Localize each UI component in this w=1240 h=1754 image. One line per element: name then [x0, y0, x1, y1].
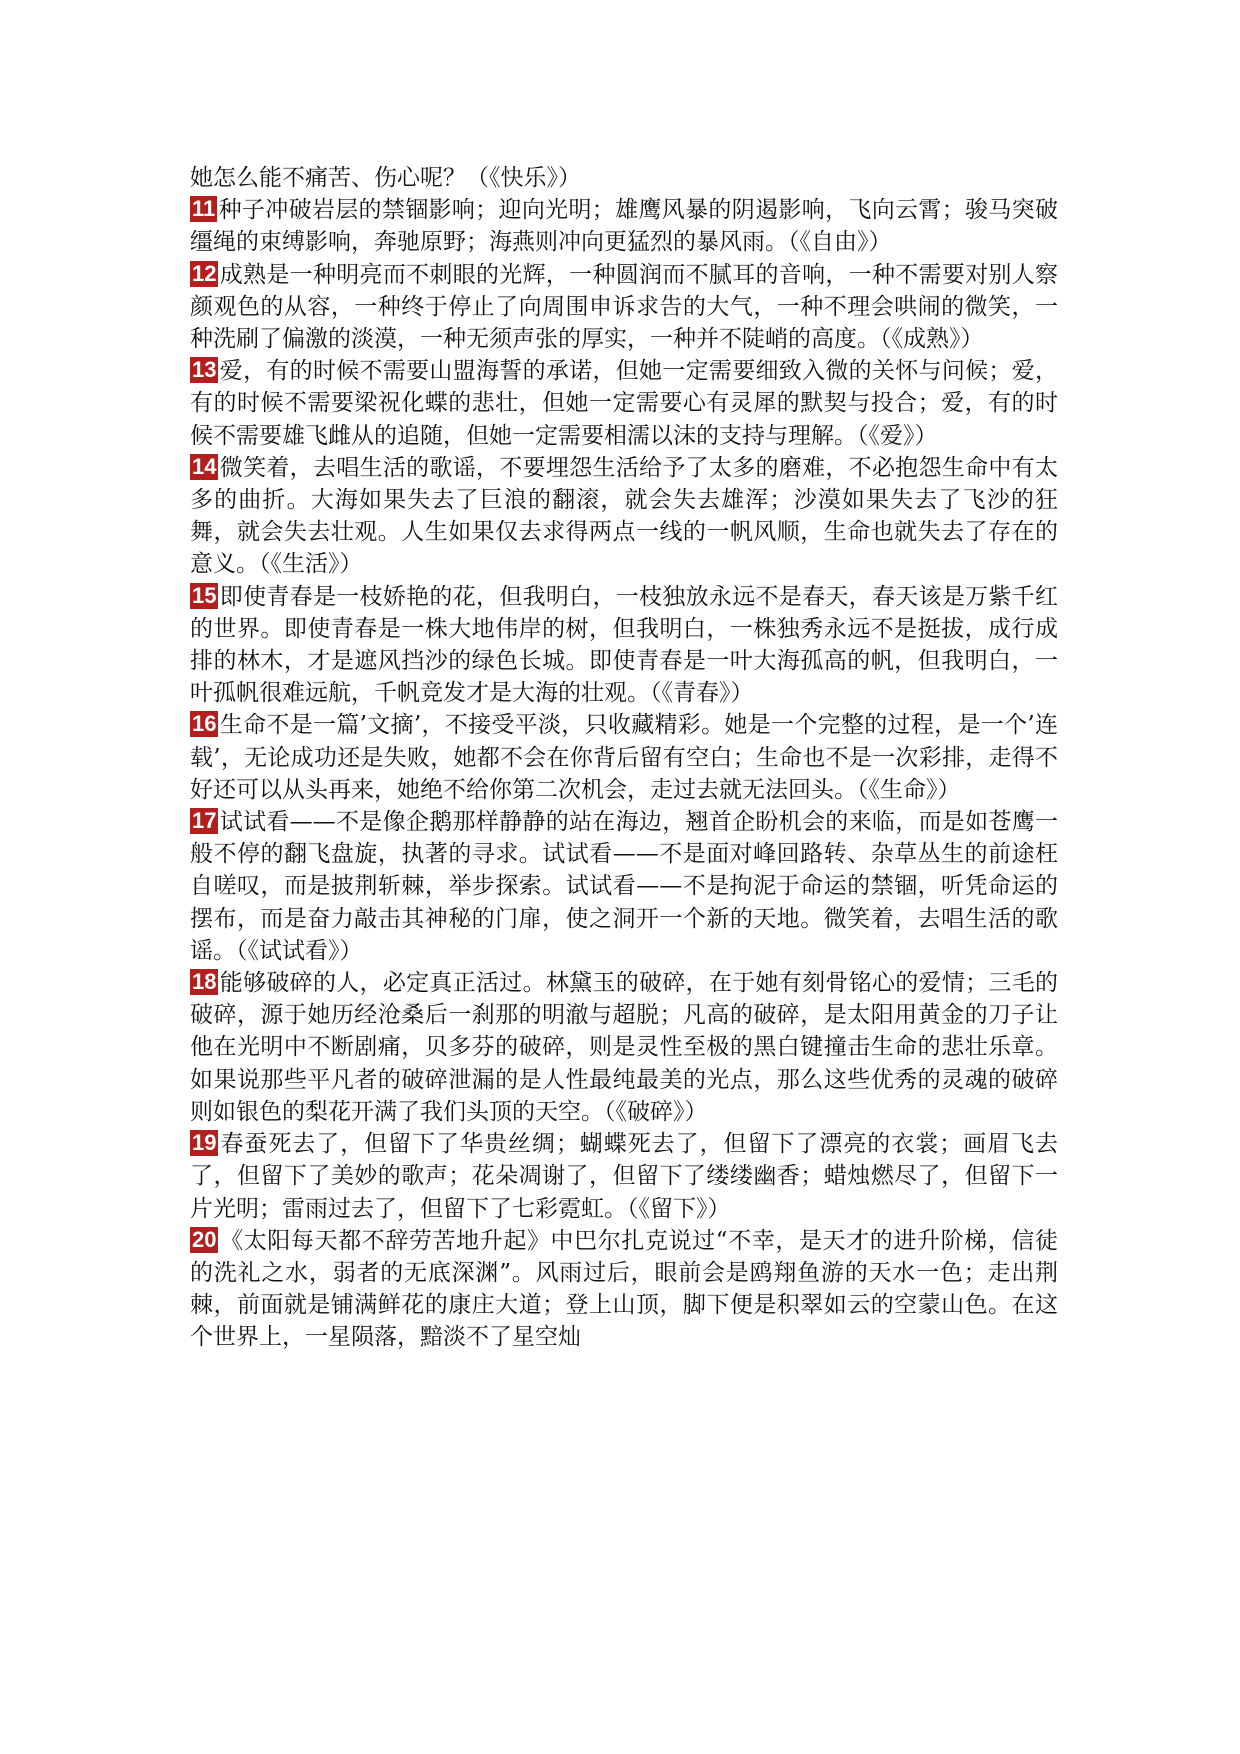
paragraph-text: 能够破碎的人，必定真正活过。林黛玉的破碎，在于她有刻骨铭心的爱情；三毛的破碎，源于她历经沧桑后一刹那的明澈与超脱；凡高的破碎，是太阳用黄金的刀子让他在光明中不断剧痛，贝多芬的破碎，则是灵性至极的黑白键撞击生命的悲壮乐章。如果说那些平凡者的破碎泄漏的是人性最纯最美的光点，那么这些优秀的灵魂的破碎则如银色的梨花开满了我们头顶的天空。（《破碎》） [190, 970, 1058, 1125]
paragraph-11 [190, 194, 1058, 258]
paragraph-17 [190, 806, 1058, 967]
paragraph-13 [190, 355, 1058, 452]
paragraph-text: 微笑着，去唱生活的歌谣，不要埋怨生活给予了太多的磨难，不必抱怨生命中有太多的曲折。大海如果失去了巨浪的翻滚，就会失去雄浑；沙漠如果失去了飞沙的狂舞，就会失去壮观。人生如果仅去求得两点一线的一帆风顺，生命也就失去了存在的意义。（《生活》） [190, 454, 1058, 578]
paragraph-text: 成熟是一种明亮而不刺眼的光辉，一种圆润而不腻耳的音响，一种不需要对别人察颜观色的从容，一种终于停止了向周围申诉求告的大气，一种不理会哄闹的微笑，一种洗刷了偏激的淡漠，一种无须声张的厚实，一种并不陡峭的高度。（《成熟》） [190, 261, 1058, 353]
paragraph-text: 试试看——不是像企鹅那样静静的站在海边，翘首企盼机会的来临，而是如苍鹰一般不停的翻飞盘旋，执著的寻求。试试看——不是面对峰回路转、杂草丛生的前途枉自嗟叹，而是披荆斩棘，举步探索。试试看——不是拘泥于命运的禁锢，听凭命运的摆布，而是奋力敲击其神秘的门扉，使之洞开一个新的天地。微笑着，去唱生活的歌谣。（《试试看》） [190, 809, 1058, 964]
paragraph-text: 即使青春是一枝娇艳的花，但我明白，一枝独放永远不是春天，春天该是万紫千红的世界。即使青春是一株大地伟岸的树，但我明白，一株独秀永远不是挺拔，成行成排的林木，才是遮风挡沙的绿色长城。即使青春是一叶大海孤高的帆，但我明白，一叶孤帆很难远航，千帆竞发才是大海的壮观。（《青春》） [190, 583, 1058, 707]
paragraph-number-badge: 20 [192, 1226, 217, 1252]
paragraph-number-badge: 13 [192, 357, 217, 383]
paragraph-20 [190, 1225, 1058, 1354]
paragraph-text: 生命不是一篇’文摘’，不接受平淡，只收藏精彩。她是一个完整的过程，是一个’连载’，无论成功还是失败，她都不会在你背后留有空白；生命也不是一次彩排，走得不好还可以从头再来，她绝不给你第二次机会，走过去就无法回头。（《生命》） [190, 712, 1058, 803]
paragraph-number-badge: 11 [192, 196, 216, 222]
paragraph-number-badge: 17 [192, 808, 217, 834]
document-body [190, 162, 1058, 1354]
paragraph-18 [190, 967, 1058, 1128]
paragraph-16 [190, 709, 1058, 806]
paragraph-14 [190, 452, 1058, 581]
paragraph-number-badge: 16 [192, 711, 217, 737]
lead-paragraph [190, 162, 1058, 194]
paragraph-number-badge: 19 [192, 1130, 217, 1156]
paragraph-number-badge: 18 [192, 969, 217, 995]
paragraph-text: 爱，有的时候不需要山盟海誓的承诺，但她一定需要细致入微的关怀与问候；爱，有的时候不需要梁祝化蝶的悲壮，但她一定需要心有灵犀的默契与投合；爱，有的时候不需要雄飞雌从的追随，但她一定需要相濡以沫的支持与理解。（《爱》） [190, 358, 1058, 449]
paragraph-text: 种子冲破岩层的禁锢影响；迎向光明；雄鹰风暴的阴遏影响，飞向云霄；骏马突破缰绳的束缚影响，奔驰原野；海燕则冲向更猛烈的暴风雨。（《自由》） [190, 197, 1058, 256]
paragraph-19 [190, 1128, 1058, 1225]
paragraph-number-badge: 12 [192, 260, 217, 286]
paragraph-15 [190, 581, 1058, 710]
lead-text: 她怎么能不痛苦、伤心呢？（《快乐》） [190, 165, 581, 191]
paragraph-text: 《太阳每天都不辞劳苦地升起》中巴尔扎克说过“不幸，是天才的进升阶梯，信徒的洗礼之水，弱者的无底深渊”。风雨过后，眼前会是鸥翔鱼游的天水一色；走出荆棘，前面就是铺满鲜花的康庄大道；登上山顶，脚下便是积翠如云的空蒙山色。在这个世界上，一星陨落，黯淡不了星空灿 [190, 1227, 1058, 1351]
paragraph-12 [190, 259, 1058, 356]
paragraph-number-badge: 14 [192, 453, 217, 479]
paragraph-text: 春蚕死去了，但留下了华贵丝绸；蝴蝶死去了，但留下了漂亮的衣裳；画眉飞去了，但留下了美妙的歌声；花朵凋谢了，但留下了缕缕幽香；蜡烛燃尽了，但留下一片光明；雷雨过去了，但留下了七彩霓虹。（《留下》） [190, 1131, 1058, 1222]
paragraph-number-badge: 15 [192, 582, 217, 608]
